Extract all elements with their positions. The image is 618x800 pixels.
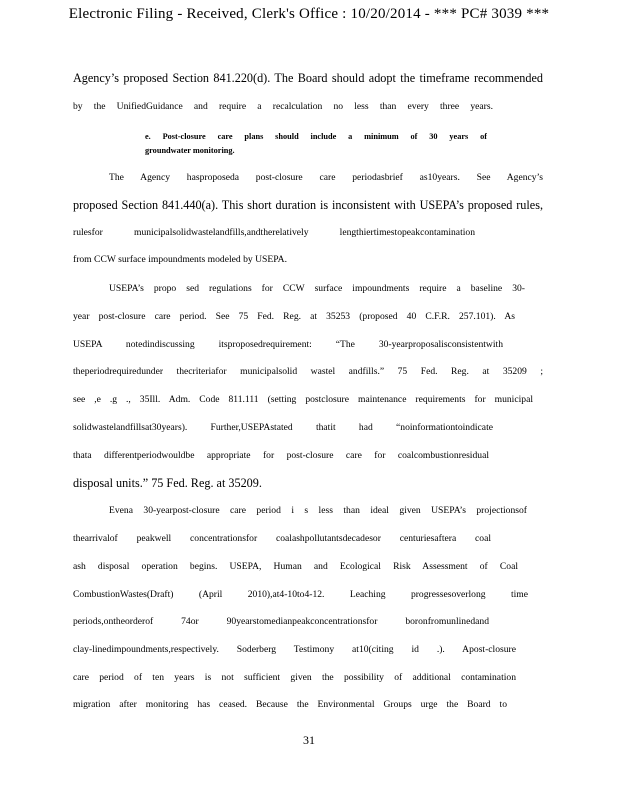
body-line: disposal units.” 75 Fed. Reg. at 35209. — [73, 476, 262, 490]
subheading-line: groundwater monitoring. — [145, 146, 235, 155]
body-line: The Agency hasproposeda post-closure care periodasbrief as10years. See Agency’s — [109, 172, 543, 183]
efiling-header: Electronic Filing - Received, Clerk's Office : 10/20/2014 - *** PC# 3039 *** — [68, 6, 550, 22]
body-line: periods,ontheorderof 74or 90yearstomedianpeakconcentrationsfor boronfromunlinedand — [73, 616, 489, 627]
body-line: by the UnifiedGuidance and require a recalculation no less than every three years. — [73, 101, 493, 112]
body-line: CombustionWastes(Draft) (April 2010),at4-10to4-12. Leaching progressesoverlong time — [73, 589, 528, 600]
body-line: ash disposal operation begins. USEPA, Human and Ecological Risk Assessment of Coal — [73, 561, 518, 572]
body-line: USEPA’s propo sed regulations for CCW surface impoundments require a baseline 30- — [109, 283, 525, 294]
body-line: thearrivalof peakwell concentrationsfor coalashpollutantsdecadesor centuriesaftera coal — [73, 533, 491, 544]
body-line: proposed Section 841.440(a). This short duration is inconsistent with USEPA’s proposed rules, — [73, 198, 543, 212]
subheading-line: e. Post-closure care plans should include a minimum of 30 years of — [145, 132, 487, 141]
body-line: clay-linedimpoundments,respectively. Soderberg Testimony at10(citing id .). Apost-closure — [73, 644, 516, 655]
body-line: solidwastelandfillsat30years). Further,USEPAstated thatit had “noinformationtoindicate — [73, 422, 493, 433]
body-line: thata differentperiodwouldbe appropriate for post-closure care for coalcombustionresidual — [73, 450, 489, 461]
body-line: year post-closure care period. See 75 Fed. Reg. at 35253 (proposed 40 C.F.R. 257.101). As — [73, 311, 515, 322]
page-number: 31 — [303, 733, 315, 747]
body-line: Evena 30-yearpost-closure care period i s less than ideal given USEPA’s projectionsof — [109, 505, 527, 516]
body-line: USEPA notedindiscussing itsproposedrequirement: “The 30-yearproposalisconsistentwith — [73, 339, 503, 350]
body-line: care period of ten years is not sufficient given the possibility of additional contamination — [73, 672, 516, 683]
body-line: theperiodrequiredunder thecriteriafor municipalsolid wastel andfills.” 75 Fed. Reg. at 35209 ; — [73, 366, 543, 377]
body-line: migration after monitoring has ceased. Because the Environmental Groups urge the Board to — [73, 699, 507, 710]
body-line: from CCW surface impoundments modeled by USEPA. — [73, 254, 287, 265]
body-line: see ,e .g ., 35Ill. Adm. Code 811.111 (setting postclosure maintenance requirements for municipal — [73, 394, 533, 405]
body-line: rulesfor municipalsolidwastelandfills,andtherelatively lengthiertimestopeakcontamination — [73, 227, 475, 238]
body-line: Agency’s proposed Section 841.220(d). The Board should adopt the timeframe recommended — [73, 71, 543, 85]
